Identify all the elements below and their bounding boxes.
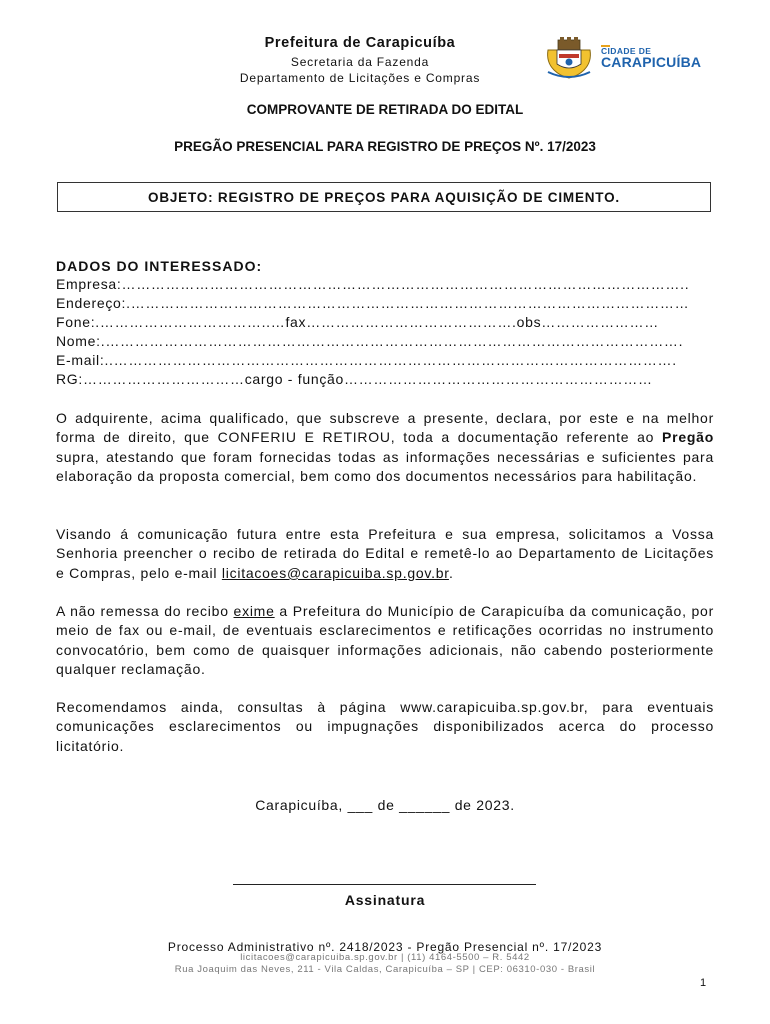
p2-text-start: Visando á comunicação futura entre esta Prefeitura e sua empresa, solicitamos a Vossa Senhoria preencher o recibo de retirada do Edital e remetê-lo ao Departamento de Licitações e Compras, pelo e-mail (56, 526, 714, 581)
logo-text-big: CARAPICUÍBA (601, 54, 702, 70)
objeto-text: OBJETO: REGISTRO DE PREÇOS PARA AQUISIÇÃO DE CIMENTO. (148, 189, 620, 205)
p1-text-start: O adquirente, acima qualificado, que subscreve a presente, declara, por este e na melhor forma de direito, que CONFERIU E RETIROU, toda a documentação referente ao (56, 410, 714, 446)
paragraph-comunicacao (56, 525, 714, 583)
footer-contato: licitacoes@carapicuiba.sp.gov.br | (11) 4164-5500 – R. 5442 (240, 952, 530, 963)
footer-processo: Processo Administrativo nº. 2418/2023 - Pregão Presencial nº. 17/2023 (167, 940, 603, 954)
p1-text-end: supra, atestando que foram fornecidas todas as informações necessárias e suficientes para elaboração da proposta comercial, bem como dos documentos necessários para habilitação. (56, 448, 714, 485)
header-org-title: Prefeitura de Carapicuíba (264, 35, 456, 51)
logo-text-small: CIDADE DE (601, 46, 652, 56)
field-endereco: Endereço:.…………………………………………………………………………………………………… (56, 295, 690, 311)
p3-underline-exime: exime (233, 603, 275, 619)
paragraph-declaracao (56, 409, 714, 487)
city-logo (544, 36, 704, 80)
field-email: E-mail:..……………………………………………………………………………………………………. (56, 352, 677, 368)
paragraph-remessa (56, 602, 714, 680)
field-fone: Fone:.……………………………..…fax…………………………………….obs…………………… (56, 314, 659, 330)
pregao-title: PREGÃO PRESENCIAL PARA REGISTRO DE PREÇOS Nº. 17/2023 (174, 139, 596, 154)
page-number: 1 (700, 977, 707, 989)
p2-text-end: . (448, 564, 454, 581)
document-title: COMPROVANTE DE RETIRADA DO EDITAL (246, 102, 524, 117)
objeto-box (57, 182, 711, 212)
paragraph-recomendacao: Recomendamos ainda, consultas à página www.carapicuiba.sp.gov.br, para eventuais comunicações esclarecimentos ou impugnações disponibilizados acerca do processo licitatório. (56, 699, 714, 754)
p1-bold-pregao: Pregão (662, 429, 714, 446)
field-rg: RG:……………………………cargo - função……………………………………………………… (56, 371, 653, 387)
p3-text-start: A não remessa do recibo (56, 603, 234, 619)
signature-line (233, 884, 536, 885)
field-empresa: Empresa:…………………………………………………………………………………………………….. (56, 276, 690, 292)
header-secretaria: Secretaria da Fazenda (290, 55, 430, 69)
coat-of-arms-icon (544, 36, 594, 80)
footer-endereco: Rua Joaquim das Neves, 211 - Vila Caldas, Carapicuíba – SP | CEP: 06310-030 - Brasil (174, 964, 596, 975)
signature-label: Assinatura (344, 892, 426, 908)
dados-title: DADOS DO INTERESSADO: (56, 258, 263, 274)
date-line: Carapicuíba, ___ de ______ de 2023. (255, 797, 515, 813)
header-departamento: Departamento de Licitações e Compras (239, 71, 481, 85)
email-link[interactable]: licitacoes@carapicuiba.sp.gov.br (221, 564, 449, 581)
field-nome: Nome:.………………………………………………………………………………………………………. (56, 333, 684, 349)
p3-text-end: a Prefeitura do Município de Carapicuíba da comunicação, por meio de fax ou e-mail, de eventuais esclarecimentos e retificações ocorridas no instrumento convocatório, bem como de quaisquer informações adicionais, não cabendo posteriormente qualquer reclamação. (56, 603, 714, 678)
